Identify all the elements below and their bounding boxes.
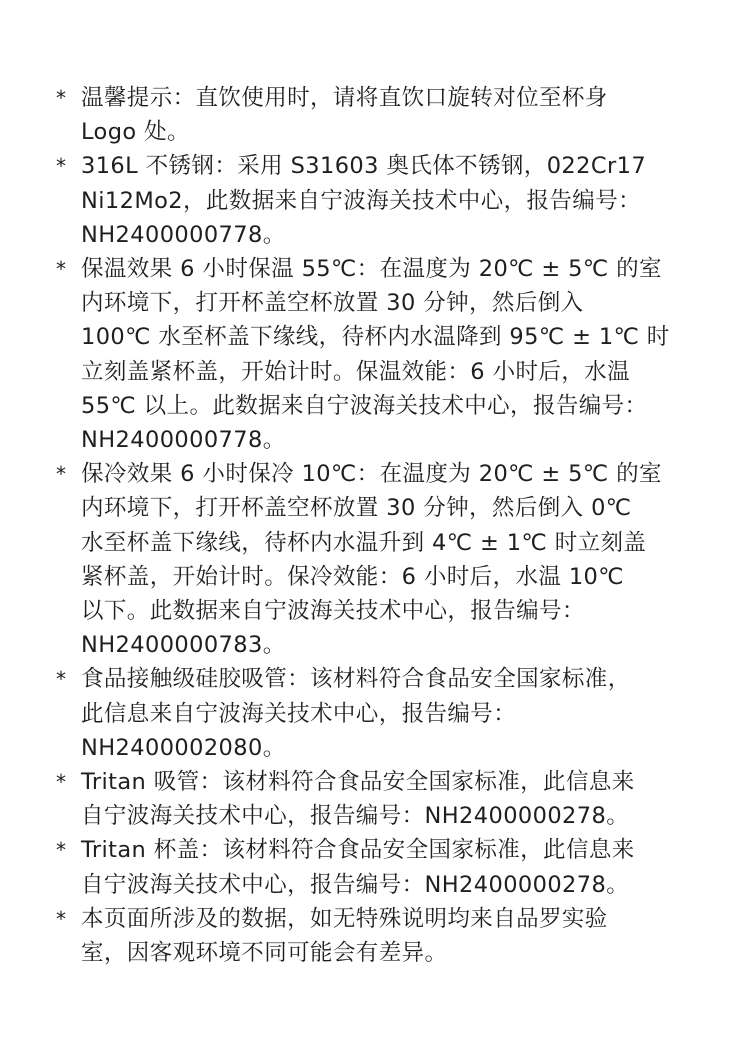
asterisk-bullet-icon: * — [56, 838, 67, 863]
note-text-line: NH2400000778。 — [81, 221, 286, 248]
note-text-line: 保冷效果 6 小时保冷 10℃：在温度为 20℃ ± 5℃ 的室 — [81, 461, 662, 488]
note-item — [56, 457, 706, 662]
note-text-line: Tritan 吸管：该材料符合食品安全国家标准，此信息来 — [81, 769, 635, 796]
asterisk-bullet-icon: * — [56, 906, 67, 931]
note-text-line: Ni12Mo2，此数据来自宁波海关技术中心，报告编号： — [81, 187, 642, 214]
note-text-line: 水至杯盖下缘线，待杯内水温升到 4℃ ± 1℃ 时立刻盖 — [81, 529, 647, 556]
note-text-line: NH2400000778。 — [81, 427, 286, 454]
note-text-line: NH2400002080。 — [81, 734, 286, 761]
asterisk-bullet-icon: * — [56, 462, 67, 487]
note-text-line: Logo 处。 — [81, 119, 190, 146]
product-notes-list — [56, 81, 706, 970]
note-text-line: 内环境下，打开杯盖空杯放置 30 分钟，然后倒入 — [81, 290, 584, 317]
asterisk-bullet-icon: * — [56, 86, 67, 110]
note-text-line: Tritan 杯盖：该材料符合食品安全国家标准，此信息来 — [81, 837, 635, 864]
note-text-line: 温馨提示：直饮使用时，请将直饮口旋转对位至杯身 — [81, 85, 608, 111]
asterisk-bullet-icon: * — [56, 667, 67, 692]
note-text-line: 立刻盖紧杯盖，开始计时。保温效能：6 小时后，水温 — [81, 358, 630, 385]
note-text-line: 55℃ 以上。此数据来自宁波海关技术中心，报告编号： — [81, 392, 648, 419]
note-text-line: 食品接触级硅胶吸管：该材料符合食品安全国家标准， — [81, 666, 631, 693]
note-text-line: 自宁波海关技术中心，报告编号：NH2400000278。 — [81, 871, 630, 898]
note-item — [56, 81, 706, 149]
note-item — [56, 149, 706, 252]
note-text-line: 紧杯盖，开始计时。保冷效能：6 小时后，水温 10℃ — [81, 563, 624, 590]
note-item — [56, 765, 706, 833]
note-item — [56, 252, 706, 457]
note-item — [56, 902, 706, 970]
note-text-line: 316L 不锈钢：采用 S31603 奥氏体不锈钢，022Cr17 — [81, 153, 647, 180]
note-text-line: 自宁波海关技术中心，报告编号：NH2400000278。 — [81, 803, 630, 830]
note-text-line: 内环境下，打开杯盖空杯放置 30 分钟，然后倒入 0℃ — [81, 495, 632, 522]
note-text-line: 室，因客观环境不同可能会有差异。 — [81, 940, 448, 967]
asterisk-bullet-icon: * — [56, 257, 67, 282]
asterisk-bullet-icon: * — [56, 154, 67, 179]
note-item — [56, 662, 706, 765]
note-text-line: NH2400000783。 — [81, 632, 286, 659]
note-text-line: 本页面所涉及的数据，如无特殊说明均来自品罗实验 — [81, 905, 608, 932]
note-text-line: 此信息来自宁波海关技术中心，报告编号： — [81, 700, 517, 727]
note-text-line: 保温效果 6 小时保温 55℃：在温度为 20℃ ± 5℃ 的室 — [81, 256, 662, 283]
note-text-line: 100℃ 水至杯盖下缘线，待杯内水温降到 95℃ ± 1℃ 时 — [81, 324, 670, 351]
note-item — [56, 833, 706, 901]
note-text-line: 以下。此数据来自宁波海关技术中心，报告编号： — [81, 598, 585, 625]
asterisk-bullet-icon: * — [56, 770, 67, 795]
